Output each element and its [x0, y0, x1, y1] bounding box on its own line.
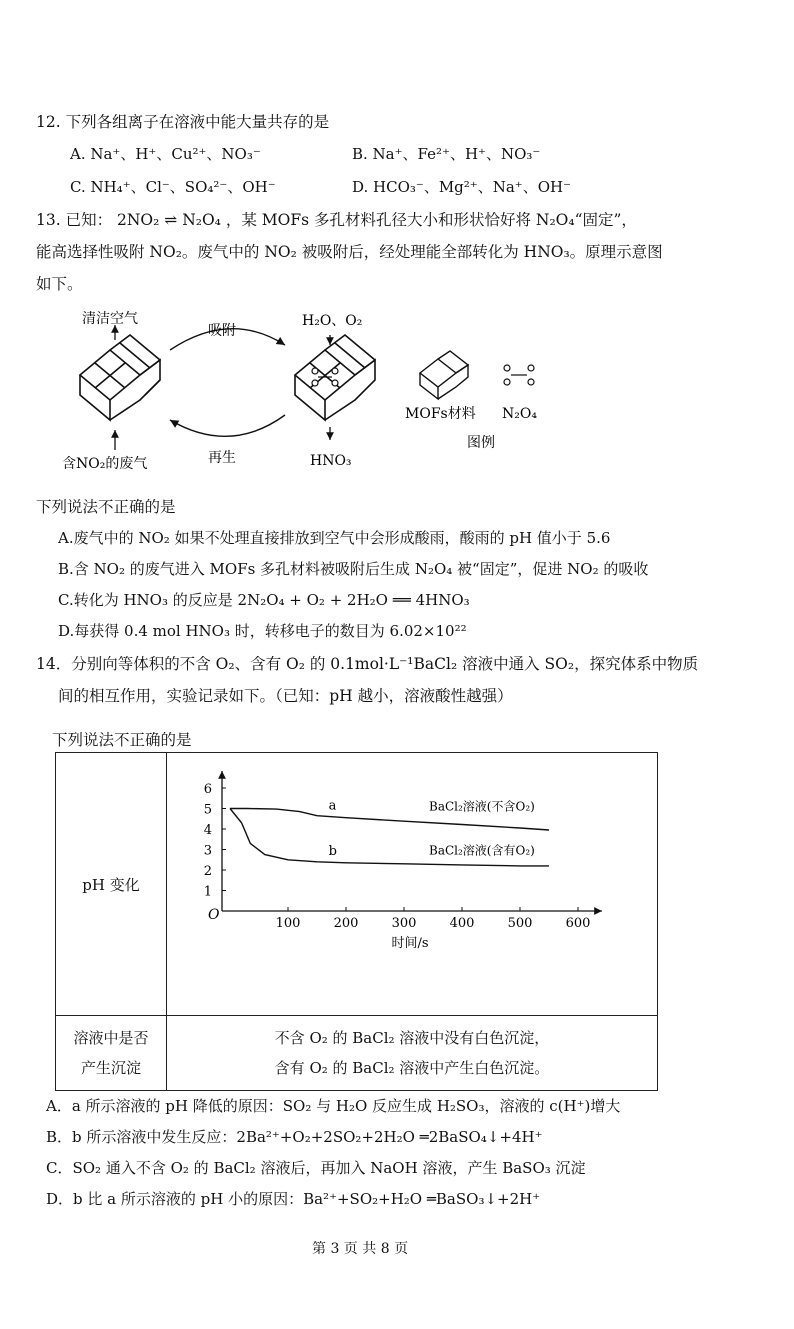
precipitate-result-line-2: 含有 O₂ 的 BaCl₂ 溶液中产生白色沉淀。: [274, 1059, 550, 1077]
x-axis-label: 时间/s: [391, 936, 429, 951]
y-tick-label: 1: [203, 884, 212, 900]
y-tick-label: 5: [203, 802, 212, 818]
regen-label: 再生: [208, 450, 236, 466]
reagents-label: H₂O、O₂: [302, 313, 363, 329]
series-b-label: b: [328, 843, 337, 859]
ph-chart-cell: [167, 753, 658, 1016]
q14-option-a: A．a 所示溶液的 pH 降低的原因：SO₂ 与 H₂O 反应生成 H₂SO₃，溶液的 c(H⁺)增大: [46, 1097, 621, 1115]
mofs-principle-diagram: [60, 305, 620, 480]
x-tick-label: 500: [507, 916, 533, 931]
x-tick-label: 300: [391, 916, 417, 931]
q12-stem: 12. 下列各组离子在溶液中能大量共存的是: [36, 113, 330, 131]
precipitate-result: [167, 1016, 658, 1091]
experiment-record-table: [55, 752, 658, 1091]
y-tick-label: 2: [203, 864, 212, 879]
q14-stem-line-1: 14．分别向等体积的不含 O₂、含有 O₂ 的 0.1mol·L⁻¹BaCl₂ 溶液中通入 SO₂，探究体系中物质: [36, 655, 699, 673]
series-a-legend: BaCl₂溶液(不含O₂): [429, 799, 535, 814]
q13-stem-line-3: 如下。: [36, 275, 83, 293]
clean-air-label: 清洁空气: [82, 311, 138, 327]
y-tick-label: 3: [203, 843, 212, 859]
q13-option-d: D.每获得 0.4 mol HNO₃ 时，转移电子的数目为 6.02×10²²: [58, 622, 467, 640]
q14-option-b: B．b 所示溶液中发生反应：2Ba²⁺+O₂+2SO₂+2H₂O ═2BaSO₄↓+4H⁺: [46, 1128, 543, 1146]
q13-stem-line-2: 能高选择性吸附 NO₂。废气中的 NO₂ 被吸附后，经处理能全部转化为 HNO₃。原理示意图: [36, 243, 663, 261]
q12-option-a: A. Na⁺、H⁺、Cu²⁺、NO₃⁻: [70, 145, 261, 163]
legend-title: 图例: [467, 435, 495, 451]
series-group: [230, 799, 549, 866]
series-a-label: a: [328, 798, 337, 814]
q12-option-b: B. Na⁺、Fe²⁺、H⁺、NO₃⁻: [352, 145, 541, 163]
legend-n2o4-label: N₂O₄: [502, 406, 537, 422]
precipitate-label-line-1: 溶液中是否: [73, 1029, 149, 1047]
ph-change-label: pH 变化: [56, 753, 167, 1016]
mofs-grid-right: [295, 335, 375, 420]
x-tick-label: 600: [565, 916, 591, 931]
x-tick-label: 100: [275, 916, 301, 931]
page-footer: 第 3 页 共 8 页: [312, 1241, 409, 1257]
table-row-precipitate: [56, 1016, 658, 1091]
origin-label: O: [208, 907, 220, 923]
adsorb-label: 吸附: [208, 323, 236, 339]
q14-option-d: D．b 比 a 所示溶液的 pH 小的原因：Ba²⁺+SO₂+H₂O ═BaSO₃↓+2H⁺: [46, 1190, 541, 1208]
series-b-legend: BaCl₂溶液(含有O₂): [429, 843, 535, 858]
precipitate-label: [56, 1016, 167, 1091]
x-tick-label: 400: [449, 916, 475, 931]
q14-option-c: C．SO₂ 通入不含 O₂ 的 BaCl₂ 溶液后，再加入 NaOH 溶液，产生 BaSO₃ 沉淀: [46, 1159, 586, 1177]
q14-question: 下列说法不正确的是: [52, 731, 192, 749]
precipitate-label-line-2: 产生沉淀: [80, 1059, 141, 1077]
y-tick-label: 4: [203, 823, 212, 838]
precipitate-result-line-1: 不含 O₂ 的 BaCl₂ 溶液中没有白色沉淀，: [274, 1029, 550, 1047]
legend-n2o4-icon: [504, 365, 534, 385]
q13-option-b: B.含 NO₂ 的废气进入 MOFs 多孔材料被吸附后生成 N₂O₄ 被“固定”，促进 NO₂ 的吸收: [58, 560, 649, 578]
y-ticks: [204, 782, 226, 900]
waste-gas-label: 含NO₂的废气: [62, 456, 148, 472]
y-tick-label: 6: [203, 782, 212, 797]
legend-mofs-icon: [420, 351, 468, 399]
mofs-grid-left: [80, 335, 160, 420]
product-label: HNO₃: [310, 453, 352, 469]
q13-option-a: A.废气中的 NO₂ 如果不处理直接排放到空气中会形成酸雨，酸雨的 pH 值小于 5.6: [58, 529, 611, 547]
q14-stem-line-2: 间的相互作用，实验记录如下。（已知：pH 越小，溶液酸性越强）: [58, 687, 513, 705]
n2o4-in-pore-icon: [312, 368, 338, 386]
x-tick-label: 200: [333, 916, 359, 931]
q12-option-d: D. HCO₃⁻、Mg²⁺、Na⁺、OH⁻: [352, 178, 571, 196]
q13-question: 下列说法不正确的是: [36, 498, 176, 516]
regen-arrow: [170, 415, 285, 436]
q13-stem-line-1: 13. 已知： 2NO₂ ⇌ N₂O₄ ，某 MOFs 多孔材料孔径大小和形状恰好将 N₂O₄“固定”，: [36, 211, 637, 229]
q12-option-c: C. NH₄⁺、Cl⁻、SO₄²⁻、OH⁻: [70, 178, 276, 196]
table-row-ph: [56, 753, 658, 1016]
ph-chart: [167, 753, 657, 1011]
legend-mofs-label: MOFs材料: [405, 406, 476, 422]
q13-option-c: C.转化为 HNO₃ 的反应是 2N₂O₄ + O₂ + 2H₂O ══ 4HNO₃: [58, 591, 470, 609]
